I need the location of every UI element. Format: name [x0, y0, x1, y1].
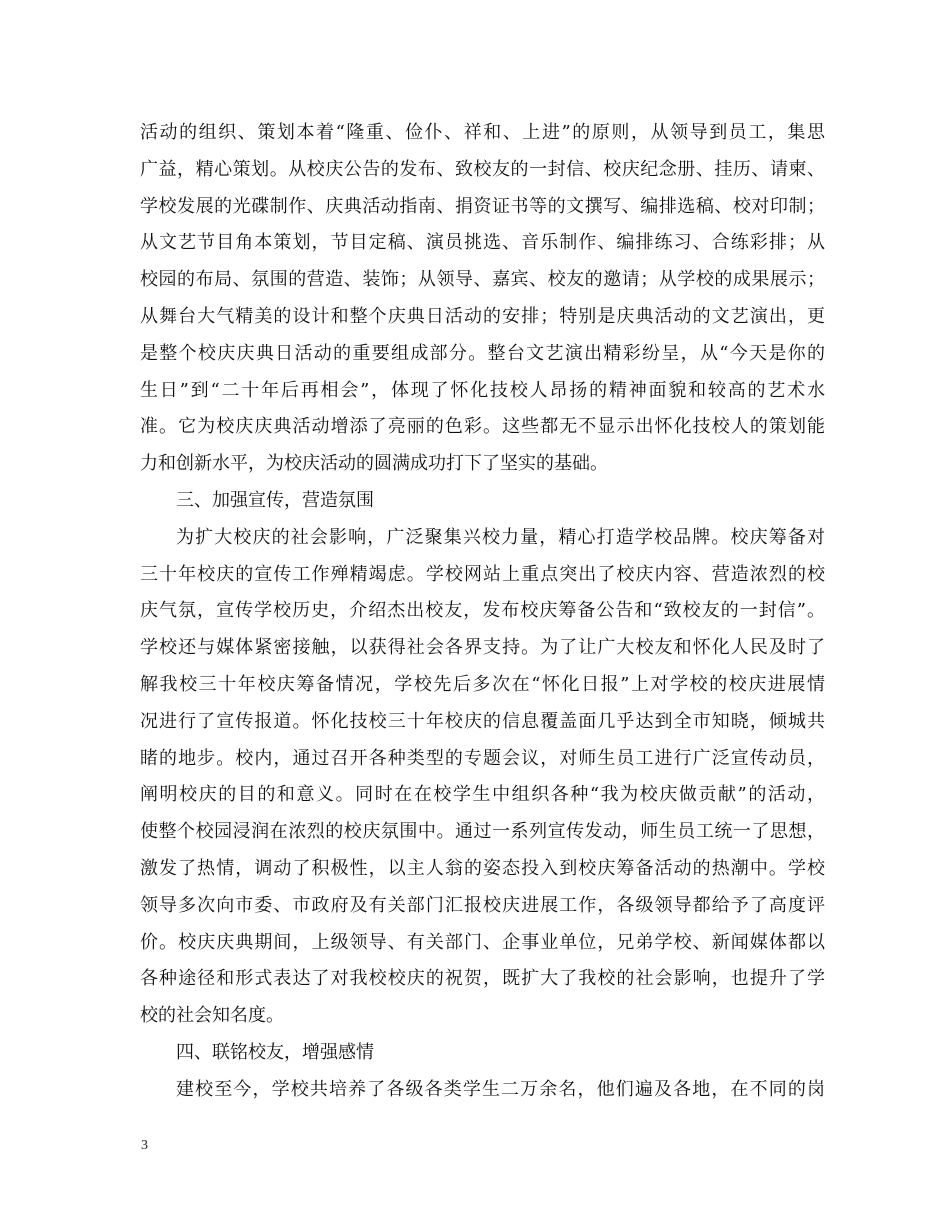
- text-line: 力和创新水平，为校庆活动的圆满成功打下了坚实的基础。: [140, 453, 608, 475]
- text-line: 生日”到“二十年后再相会”，体现了怀化技校人昂扬的精神面貌和较高的艺术水: [140, 379, 825, 401]
- text-line: 睹的地步。校内，通过召开各种类型的专题会议，对师生员工进行广泛宣传动员，: [140, 747, 825, 769]
- text-line: 学校发展的光碟制作、庆典活动指南、捐资证书等的文撰写、编排选稿、校对印制；: [140, 195, 825, 217]
- text-line: 准。它为校庆庆典活动增添了亮丽的色彩。这些都无不显示出怀化技校人的策划能: [140, 416, 825, 438]
- text-line: 庆气氛，宣传学校历史，介绍杰出校友，发布校庆筹备公告和“致校友的一封信”。: [140, 600, 825, 622]
- text-line: 活动的组织、策划本着“隆重、俭仆、祥和、上进”的原则，从领导到员工，集思: [140, 122, 825, 143]
- section-heading: 四、联铭校友，增强感情: [176, 1041, 374, 1063]
- text-line: 激发了热情，调动了积极性，以主人翁的姿态投入到校庆筹备活动的热潮中。学校: [140, 857, 825, 879]
- text-line: 解我校三十年校庆筹备情况，学校先后多次在“怀化日报”上对学校的校庆进展情: [140, 673, 825, 695]
- text-line: 校园的布局、氛围的营造、装饰；从领导、嘉宾、校友的邀请；从学校的成果展示；: [140, 269, 825, 291]
- text-line: 领导多次向市委、市政府及有关部门汇报校庆进展工作，各级领导都给予了高度评: [140, 894, 825, 916]
- text-line: 使整个校园浸润在浓烈的校庆氛围中。通过一系列宣传发动，师生员工统一了思想，: [140, 821, 825, 843]
- text-line: 建校至今，学校共培养了各级各类学生二万余名，他们遍及各地，在不同的岗: [176, 1078, 825, 1100]
- text-line: 阐明校庆的目的和意义。同时在在校学生中组织各种“我为校庆做贡献”的活动，: [140, 784, 825, 806]
- text-line: 为扩大校庆的社会影响，广泛聚集兴校力量，精心打造学校品牌。校庆筹备对: [176, 526, 825, 548]
- text-line: 价。校庆庆典期间，上级领导、有关部门、企事业单位，兄弟学校、新闻媒体都以: [140, 931, 825, 953]
- page-number: 3: [141, 1138, 148, 1153]
- text-line: 学校还与媒体紧密接触，以获得社会各界支持。为了让广大校友和怀化人民及时了: [140, 637, 825, 659]
- text-line: 况进行了宣传报道。怀化技校三十年校庆的信息覆盖面几乎达到全市知晓，倾城共: [140, 710, 825, 732]
- section-heading: 三、加强宣传，营造氛围: [176, 489, 374, 511]
- text-line: 三十年校庆的宣传工作殚精竭虑。学校网站上重点突出了校庆内容、营造浓烈的校: [140, 563, 825, 585]
- body-text: [140, 115, 825, 1109]
- text-line: 广益，精心策划。从校庆公告的发布、致校友的一封信、校庆纪念册、挂历、请柬、: [140, 158, 825, 180]
- text-line: 从舞台大气精美的设计和整个庆典日活动的安排；特别是庆典活动的文艺演出，更: [140, 305, 825, 327]
- text-line: 是整个校庆庆典日活动的重要组成部分。整台文艺演出精彩纷呈，从“今天是你的: [140, 342, 825, 364]
- text-line: 各种途径和形式表达了对我校校庆的祝贺，既扩大了我校的社会影响，也提升了学: [140, 968, 825, 990]
- text-line: 从文艺节目角本策划，节目定稿、演员挑选、音乐制作、编排练习、合练彩排；从: [140, 232, 825, 254]
- text-line: 校的社会知名度。: [140, 1005, 284, 1027]
